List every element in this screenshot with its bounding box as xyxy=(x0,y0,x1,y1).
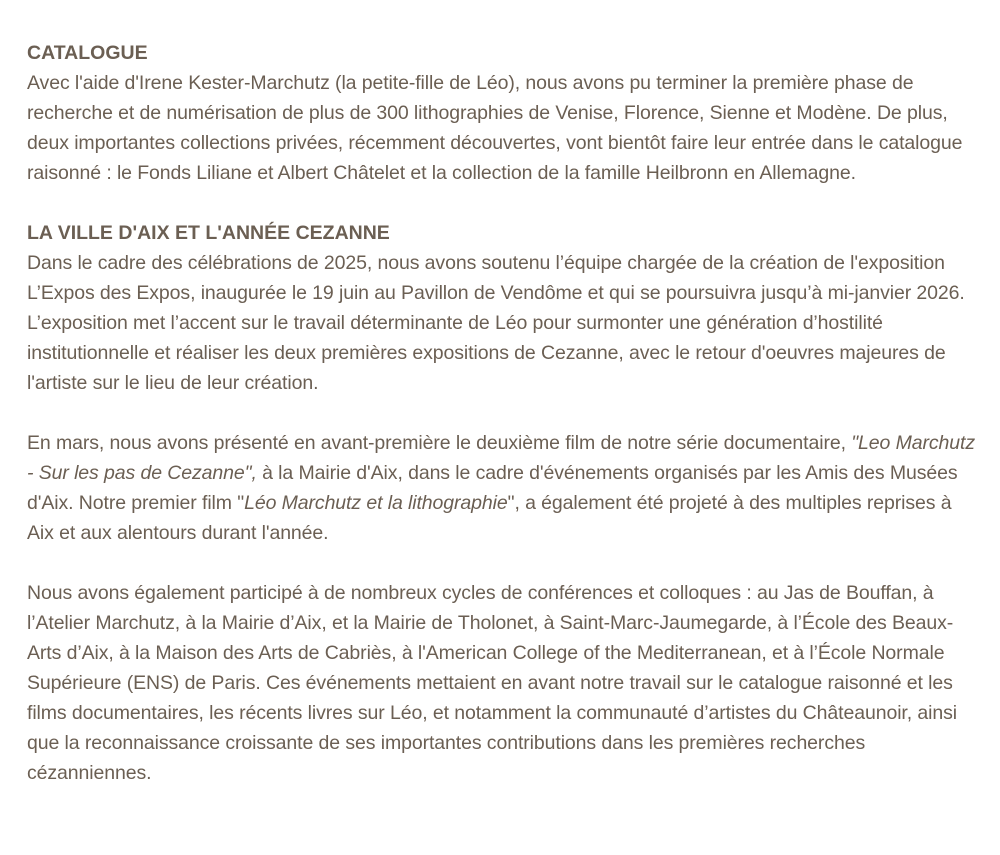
section-title-aix-cezanne: LA VILLE D'AIX ET L'ANNÉE CEZANNE xyxy=(27,222,390,244)
film-title-sur-les-pas: "Leo Marchutz - Sur les pas de Cezanne", xyxy=(27,432,975,484)
paragraph-spacer xyxy=(27,398,977,428)
film-title-lithographie: Léo Marchutz et la lithographie xyxy=(244,492,508,514)
conferences-paragraph: Nous avons également participé à de nombreux cycles de conférences et colloques : au Jas de Bouffan, à l’Atelier Marchutz, à la Mairie d’Aix, et la Mairie de Tholonet, à Saint-Marc-Jaumegarde, à l’École des Beaux-Arts d’Aix, à la Maison des Arts de Cabriès, à l'American College of the Mediterranean, et à l’École Normale Supérieure (ENS) de Paris. Ces événements mettaient en avant notre travail sur le catalogue raisonné et les films documentaires, les récents livres sur Léo, et notamment la communauté d’artistes du Châteaunoir, ainsi que la reconnaissance croissante de ses importantes contributions dans les premières recherches cézanniennes. xyxy=(27,582,957,784)
films-text-part3: ", a également été projeté à des multiples reprises à Aix et aux alentours durant l'année. xyxy=(27,492,952,544)
exhibition-paragraph: Dans le cadre des célébrations de 2025, nous avons soutenu l’équipe chargée de la création de l'exposition L’Expos des Expos, inaugurée le 19 juin au Pavillon de Vendôme et qui se poursuivra jusqu’à mi-janvier 2026. L’exposition met l’accent sur le travail déterminante de Léo pour surmonter une génération d’hostilité institutionnelle et réaliser les deux premières expositions de Cezanne, avec le retour d'oeuvres majeures de l'artiste sur le lieu de leur création. xyxy=(27,252,965,394)
films-paragraph xyxy=(27,428,977,548)
article-body xyxy=(27,38,977,788)
films-text-part2: à la Mairie d'Aix, dans le cadre d'événements organisés par les Amis des Musées d'Aix. Notre premier film " xyxy=(27,462,958,514)
films-text-part1: En mars, nous avons présenté en avant-première le deuxième film de notre série documentaire, xyxy=(27,432,852,454)
catalogue-paragraph: Avec l'aide d'Irene Kester-Marchutz (la petite-fille de Léo), nous avons pu terminer la première phase de recherche et de numérisation de plus de 300 lithographies de Venise, Florence, Sienne et Modène. De plus, deux importantes collections privées, récemment découvertes, vont bientôt faire leur entrée dans le catalogue raisonné : le Fonds Liliane et Albert Châtelet et la collection de la famille Heilbronn en Allemagne. xyxy=(27,72,963,184)
paragraph-spacer xyxy=(27,548,977,578)
section-title-catalogue: CATALOGUE xyxy=(27,42,148,64)
section-spacer xyxy=(27,188,977,218)
